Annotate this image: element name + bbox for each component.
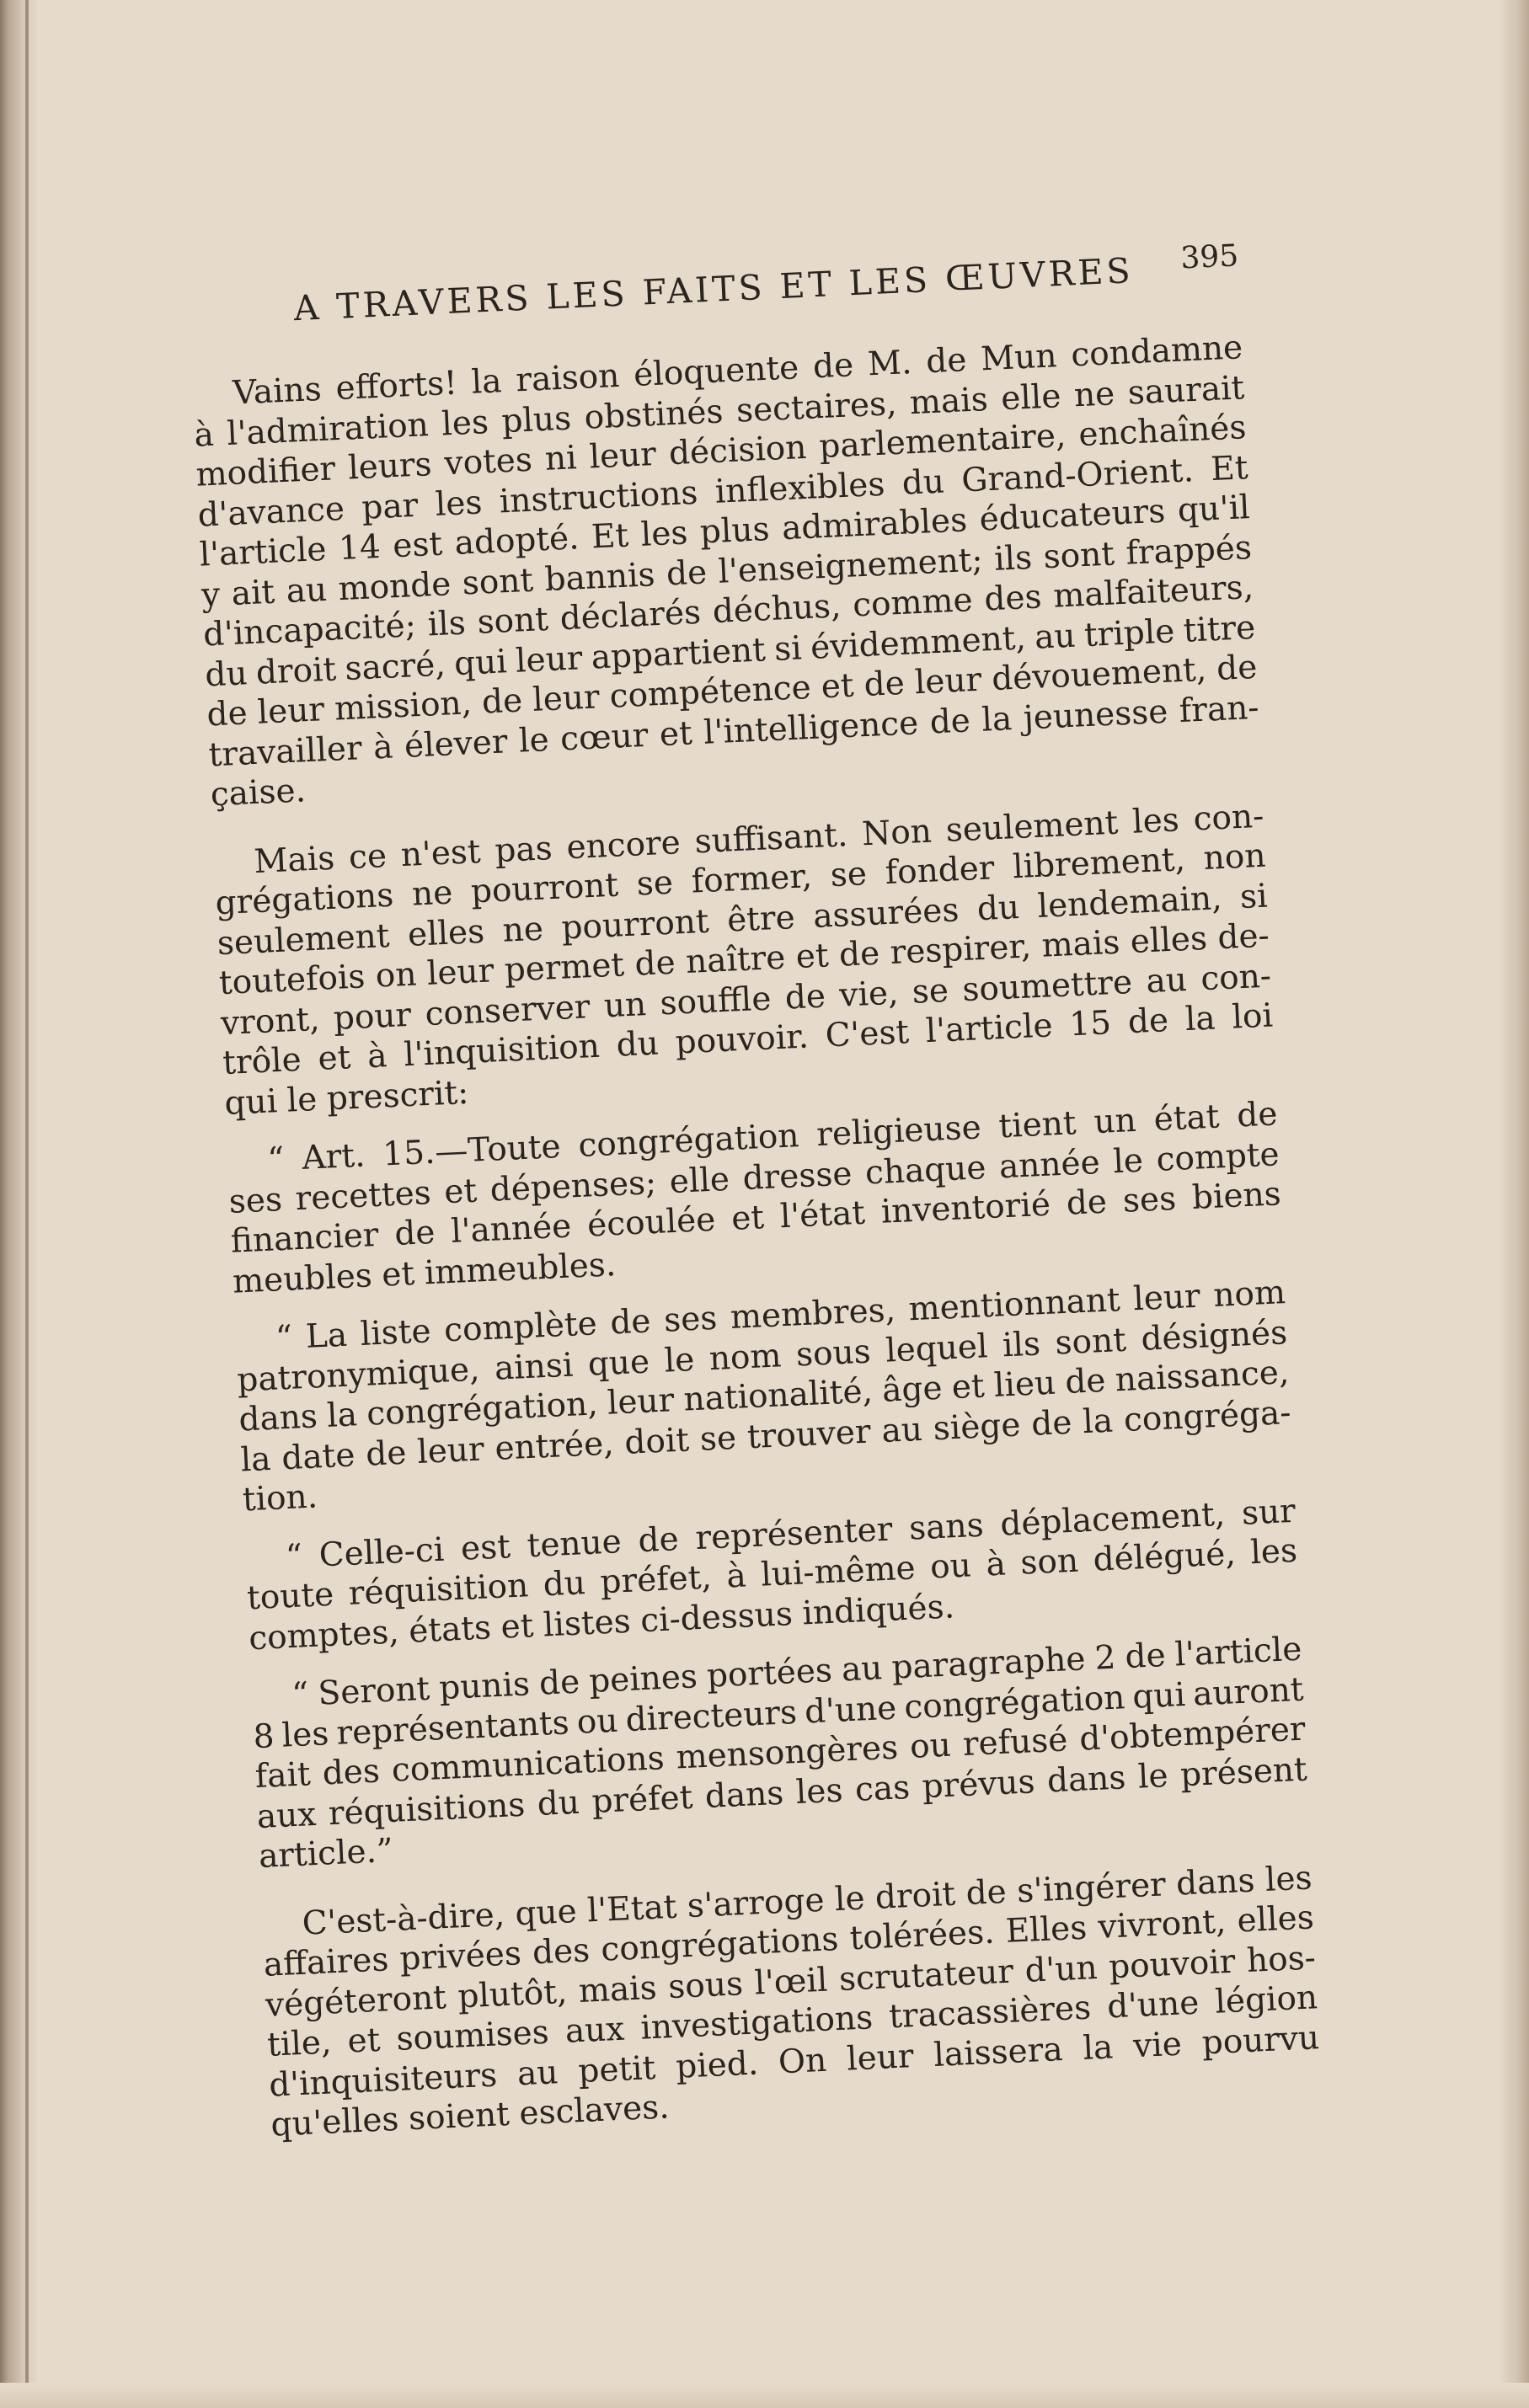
text-line: modifier leurs votes ni leur décision parlementaire, enchaînés [195,408,1248,494]
page-edge-shadow [1500,0,1529,2408]
text-line: y ait au monde sont bannis de l'enseignement; ils sont frappés [200,528,1253,615]
text-line: de leur mission, de leur compétence et de leur dévouement, de [206,648,1259,734]
text-line: “ Art. 15.—Toute congrégation religieuse tient un état de [266,1095,1279,1179]
text-line: végéteront plutôt, mais sous l'œil scrutateur d'un pouvoir hos- [265,1938,1317,2025]
page-number: 395 [1179,238,1240,276]
page-bottom-shadow [0,2383,1529,2408]
text-block [187,230,1322,2145]
text-line: patronymique, ainsi que le nom sous lequel ils sont désignés [236,1313,1289,1400]
text-line: toute réquisition du préfet, à lui-même ou à son délégué, les [246,1531,1298,1618]
running-title: A TRAVERS LES FAITS ET LES ŒUVRES [292,250,1135,329]
text-line: vront, pour conserver un souffle de vie, se soumettre au con- [220,956,1272,1043]
paragraph [261,1858,1323,2145]
body-text [191,328,1322,2145]
text-line: seulement elles ne pourront être assurées du lendemain, si [216,877,1269,963]
text-line: “ Seront punis de peines portées au paragraphe 2 de l'article [291,1630,1303,1715]
page-header [187,230,1240,345]
paragraph [213,796,1276,1124]
text-line: l'article 14 est adopté. Et les plus admirables éducateurs qu'il [198,489,1251,574]
text-line: 8 les représentants ou directeurs d'une congrégation qui auront [252,1670,1305,1756]
spine-fold-line [25,0,29,2408]
text-line: tion. [241,1477,318,1519]
text-line: qui le prescrit: [223,1073,470,1123]
text-line: affaires privées des congrégations tolérées. Elles vivront, elles [262,1898,1315,1984]
text-line: “ La liste complète de ses membres, mentionnant leur nom [275,1273,1286,1358]
text-line: toutefois on leur permet de naître et de respirer, mais elles de- [218,916,1270,1003]
text-line: à l'admiration les plus obstinés sectaires, mais elle ne saurait [193,368,1246,455]
text-line: grégations ne pourront se former, se fonder librement, non [214,836,1267,923]
text-line: trôle et à l'inquisition du pouvoir. C'est l'article 15 de la loi [222,996,1274,1083]
text-line: ses recettes et dépenses; elle dresse chaque année le compte [227,1135,1280,1221]
text-line: la date de leur entrée, doit se trouver au siège de la congréga- [239,1393,1292,1480]
text-line: d'inquisiteurs au petit pied. On leur laissera la vie pourvu [268,2018,1321,2105]
text-line: comptes, états et listes ci-dessus indiqués. [248,1587,955,1658]
text-line: fait des communications mensongères ou refusé d'obtempérer [254,1710,1307,1797]
text-line: çaise. [209,772,307,814]
text-line: travailler à élever le cœur et l'intelligence de la jeunesse fran- [207,688,1260,774]
text-line: Mais ce n'est pas encore suffisant. Non seulement les con- [253,797,1265,881]
text-line: financier de l'année écoulée et l'état inventorié de ses biens [229,1175,1282,1261]
text-line: aux réquisitions du préfet dans les cas prévus dans le présent [255,1750,1308,1836]
text-line: d'avance par les instructions inflexibles du Grand-Orient. Et [196,448,1249,535]
text-line: Vains efforts! la raison éloquente de M. de Mun condamne [232,328,1244,413]
text-line: article.” [258,1831,394,1877]
text-line: “ Celle-ci est tenue de représenter sans déplacement, sur [284,1492,1296,1576]
text-line: qu'elles soient esclaves. [270,2088,671,2144]
text-line: d'incapacité; ils sont déclarés déchus, comme des malfaiteurs, [202,568,1254,654]
text-line: tile, et soumises aux investigations tracassières d'une légion [266,1978,1318,2064]
paragraph [191,328,1261,815]
text-line: meubles et immeubles. [232,1245,617,1301]
text-line: C'est-à-dire, que l'Etat s'arroge le droit de s'ingérer dans les [301,1858,1313,1943]
text-line: du droit sacré, qui leur appartient si évidemment, au triple titre [204,608,1257,694]
book-spine-shadow [0,0,37,2408]
text-line: dans la congrégation, leur nationalité, âge et lieu de naissance, [238,1353,1291,1439]
